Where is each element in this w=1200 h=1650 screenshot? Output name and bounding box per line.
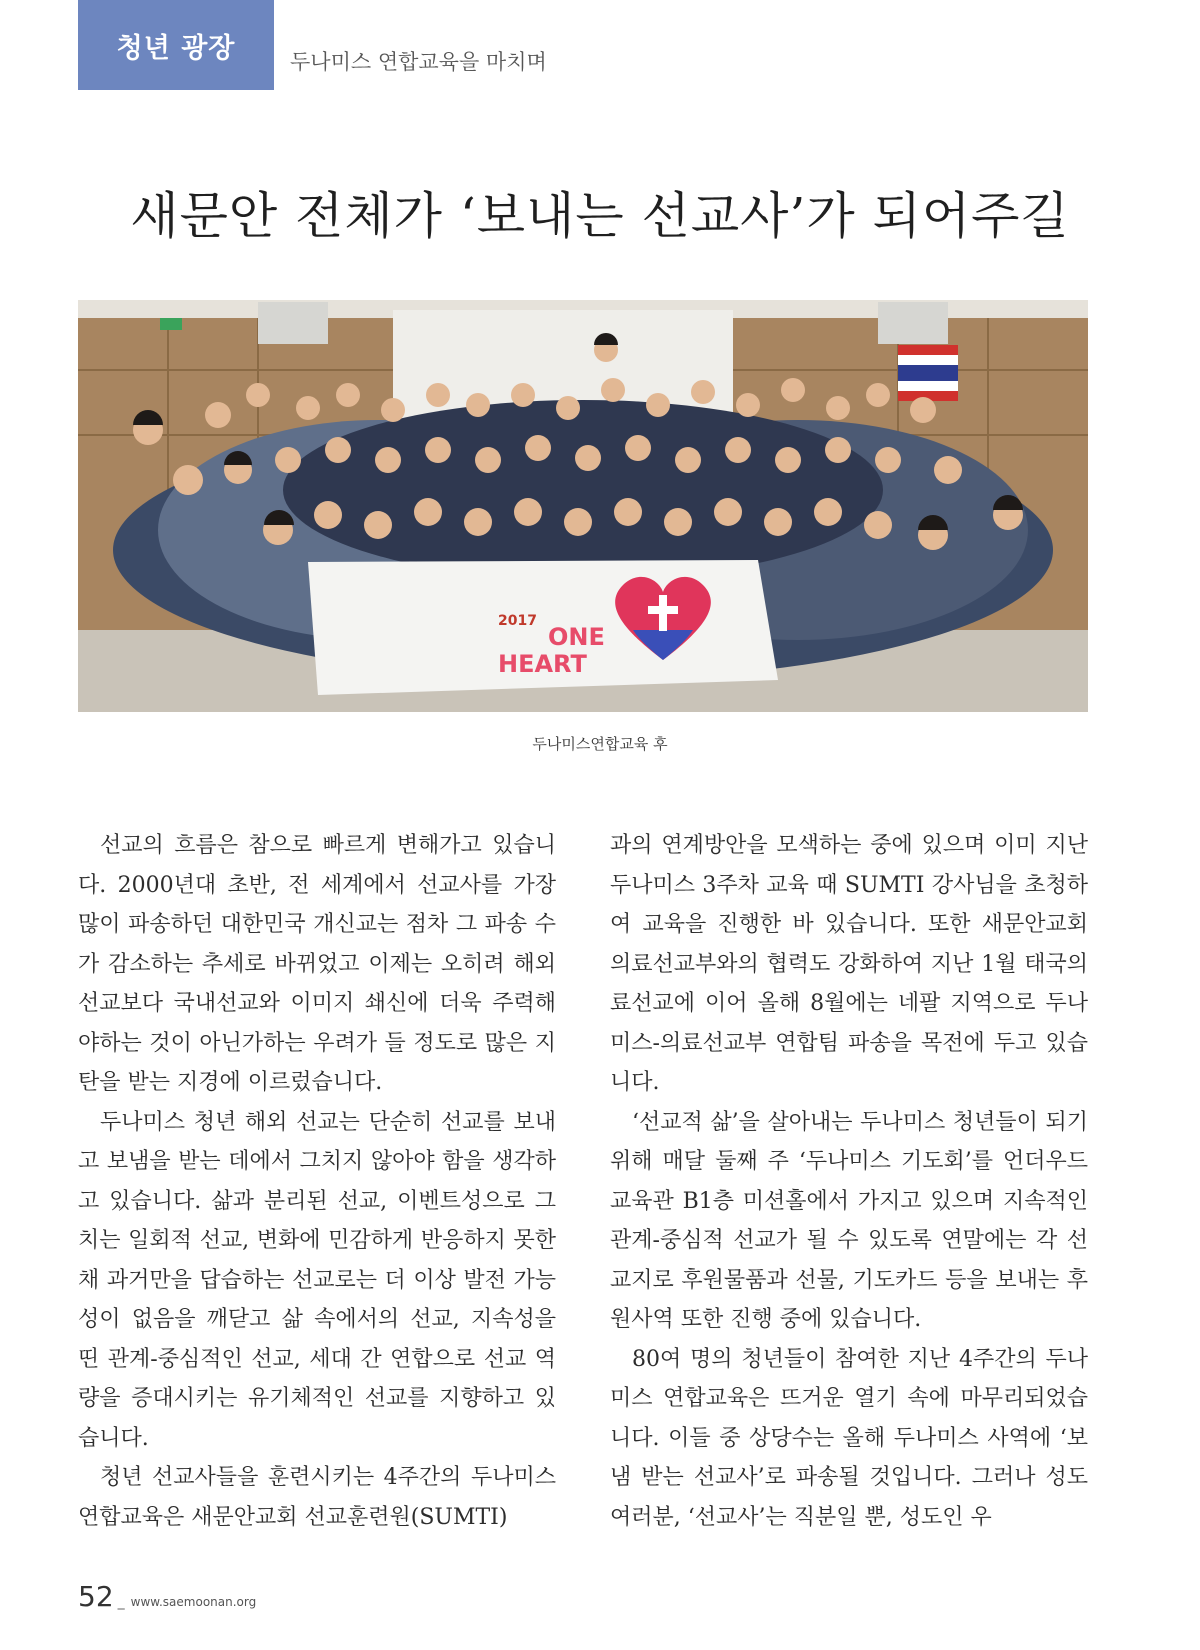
article-title: 새문안 전체가 ‘보내는 선교사’가 되어주길 [130, 187, 1070, 245]
section-tab [78, 0, 274, 90]
paragraph: 80여 명의 청년들이 참여한 지난 4주간의 두나미스 연합교육은 뜨거운 열기 속에 마무리되었습니다. 이들 중 상당수는 올해 두나미스 사역에 ‘보냄 받는 선교사’로 파송될 것입니다. 그러나 성도 여러분, ‘선교사’는 직분일 뿐, 성도인 우 [610, 1346, 1088, 1530]
page-footer [78, 1580, 256, 1613]
paragraph: ‘선교적 삶’을 살아내는 두나미스 청년들이 되기 위해 매달 둘째 주 ‘두나미스 기도회’를 언더우드교육관 B1층 미션홀에서 가지고 있으며 지속적인 관계-중심적 선교가 될 수 있도록 연말에는 각 선교지로 후원물품과 선물, 기도카드 등을 보내는 후원사역 또한 진행 중에 있습니다. [610, 1109, 1088, 1332]
paragraph-continued: 과의 연계방안을 모색하는 중에 있으며 이미 지난 두나미스 3주차 교육 때 SUMTI 강사님을 초청하여 교육을 진행한 바 있습니다. 또한 새문안교회 의료선교부와의 협력도 강화하여 지난 1월 태국의료선교에 이어 올해 8월에는 네팔 지역으로 두나미스-의료선교부 연합팀 파송을 목전에 두고 있습니다. [610, 833, 1088, 1095]
footer-url: www.saemoonan.org [130, 1595, 257, 1609]
page-number: 52 [78, 1580, 114, 1613]
section-subtitle: 두나미스 연합교육을 마치며 [290, 50, 547, 74]
paragraph: 두나미스 청년 해외 선교는 단순히 선교를 보내고 보냄을 받는 데에서 그치지 않아야 함을 생각하고 있습니다. 삶과 분리된 선교, 이벤트성으로 그치는 일회적 선교, 변화에 민감하게 반응하지 못한 채 과거만을 답습하는 선교로는 더 이상 발전 가능성이 없음을 깨닫고 삶 속에서의 선교, 지속성을 띤 관계-중심적인 선교, 세대 간 연합으로 선교 역량을 증대시키는 유기체적인 선교를 지향하고 있습니다. [78, 1109, 556, 1451]
section-label: 청년 광장 [116, 32, 236, 64]
group-photo [78, 300, 1088, 712]
photo-caption: 두나미스연합교육 후 [532, 735, 668, 753]
footer-separator: _ [117, 1594, 125, 1610]
group-photo-illustration [78, 300, 1088, 712]
body-column-left [78, 826, 556, 1537]
banner-line2: HEART [498, 650, 587, 678]
paragraph: 청년 선교사들을 훈련시키는 4주간의 두나미스 연합교육은 새문안교회 선교훈련원(SUMTI) [78, 1465, 556, 1530]
banner-line1: ONE [548, 623, 605, 651]
body-column-right [610, 826, 1088, 1537]
banner-year: 2017 [498, 613, 537, 629]
paragraph: 선교의 흐름은 참으로 빠르게 변해가고 있습니다. 2000년대 초반, 전 세계에서 선교사를 가장 많이 파송하던 대한민국 개신교는 점차 그 파송 수가 감소하는 추세로 바뀌었고 이제는 오히려 해외선교보다 국내선교와 이미지 쇄신에 더욱 주력해야하는 것이 아닌가하는 우려가 들 정도로 많은 지탄을 받는 지경에 이르렀습니다. [78, 833, 556, 1095]
